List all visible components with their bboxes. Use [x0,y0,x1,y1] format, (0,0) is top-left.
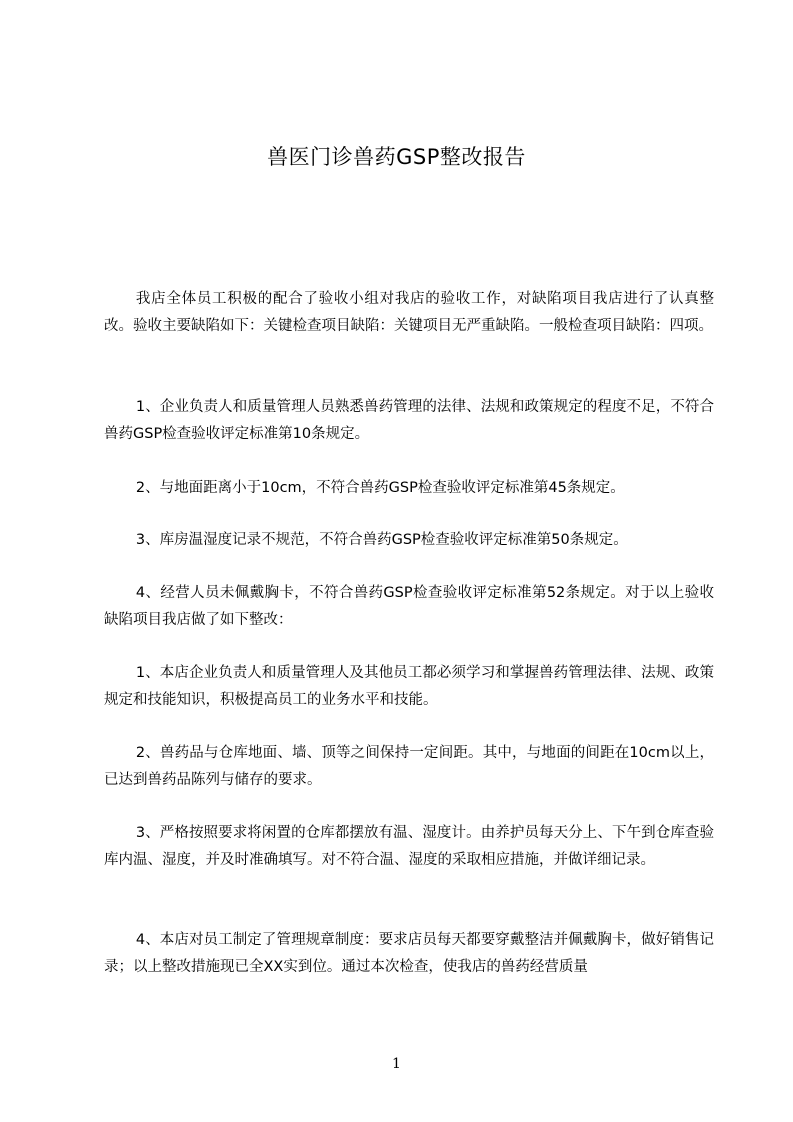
paragraph-fix-4: 4、本店对员工制定了管理规章制度：要求店员每天都要穿戴整洁并佩戴胸卡，做好销售记录；以上整改措施现已全XX实到位。通过本次检查，使我店的兽药经营质量 [104,932,714,975]
paragraph-defect-4: 4、经营人员未佩戴胸卡，不符合兽药GSP检查验收评定标准第52条规定。对于以上验收缺陷项目我店做了如下整改： [104,585,714,628]
paragraph-fix-1: 1、本店企业负责人和质量管理人及其他员工都必须学习和掌握兽药管理法律、法规、政策规定和技能知识，积极提高员工的业务水平和技能。 [104,665,714,708]
paragraph-fix-3: 3、严格按照要求将闲置的仓库都摆放有温、湿度计。由养护员每天分上、下午到仓库查验库内温、湿度，并及时准确填写。对不符合温、湿度的采取相应措施，并做详细记录。 [104,825,714,868]
page-number: 1 [392,1056,401,1072]
paragraph-fix-2: 2、兽药品与仓库地面、墙、顶等之间保持一定间距。其中，与地面的间距在10cm以上，已达到兽药品陈列与储存的要求。 [104,745,714,788]
document-title: 兽医门诊兽药GSP整改报告 [267,145,526,169]
paragraph-defect-3: 3、库房温湿度记录不规范，不符合兽药GSP检查验收评定标准第50条规定。 [135,532,628,548]
paragraph-intro: 我店全体员工积极的配合了验收小组对我店的验收工作，对缺陷项目我店进行了认真整改。验收主要缺陷如下：关键检查项目缺陷：关键项目无严重缺陷。一般检查项目缺陷：四项。 [104,291,714,334]
paragraph-defect-1: 1、企业负责人和质量管理人员熟悉兽药管理的法律、法规和政策规定的程度不足，不符合兽药GSP检查验收评定标准第10条规定。 [104,399,714,442]
paragraph-defect-2: 2、与地面距离小于10cm，不符合兽药GSP检查验收评定标准第45条规定。 [135,480,625,496]
